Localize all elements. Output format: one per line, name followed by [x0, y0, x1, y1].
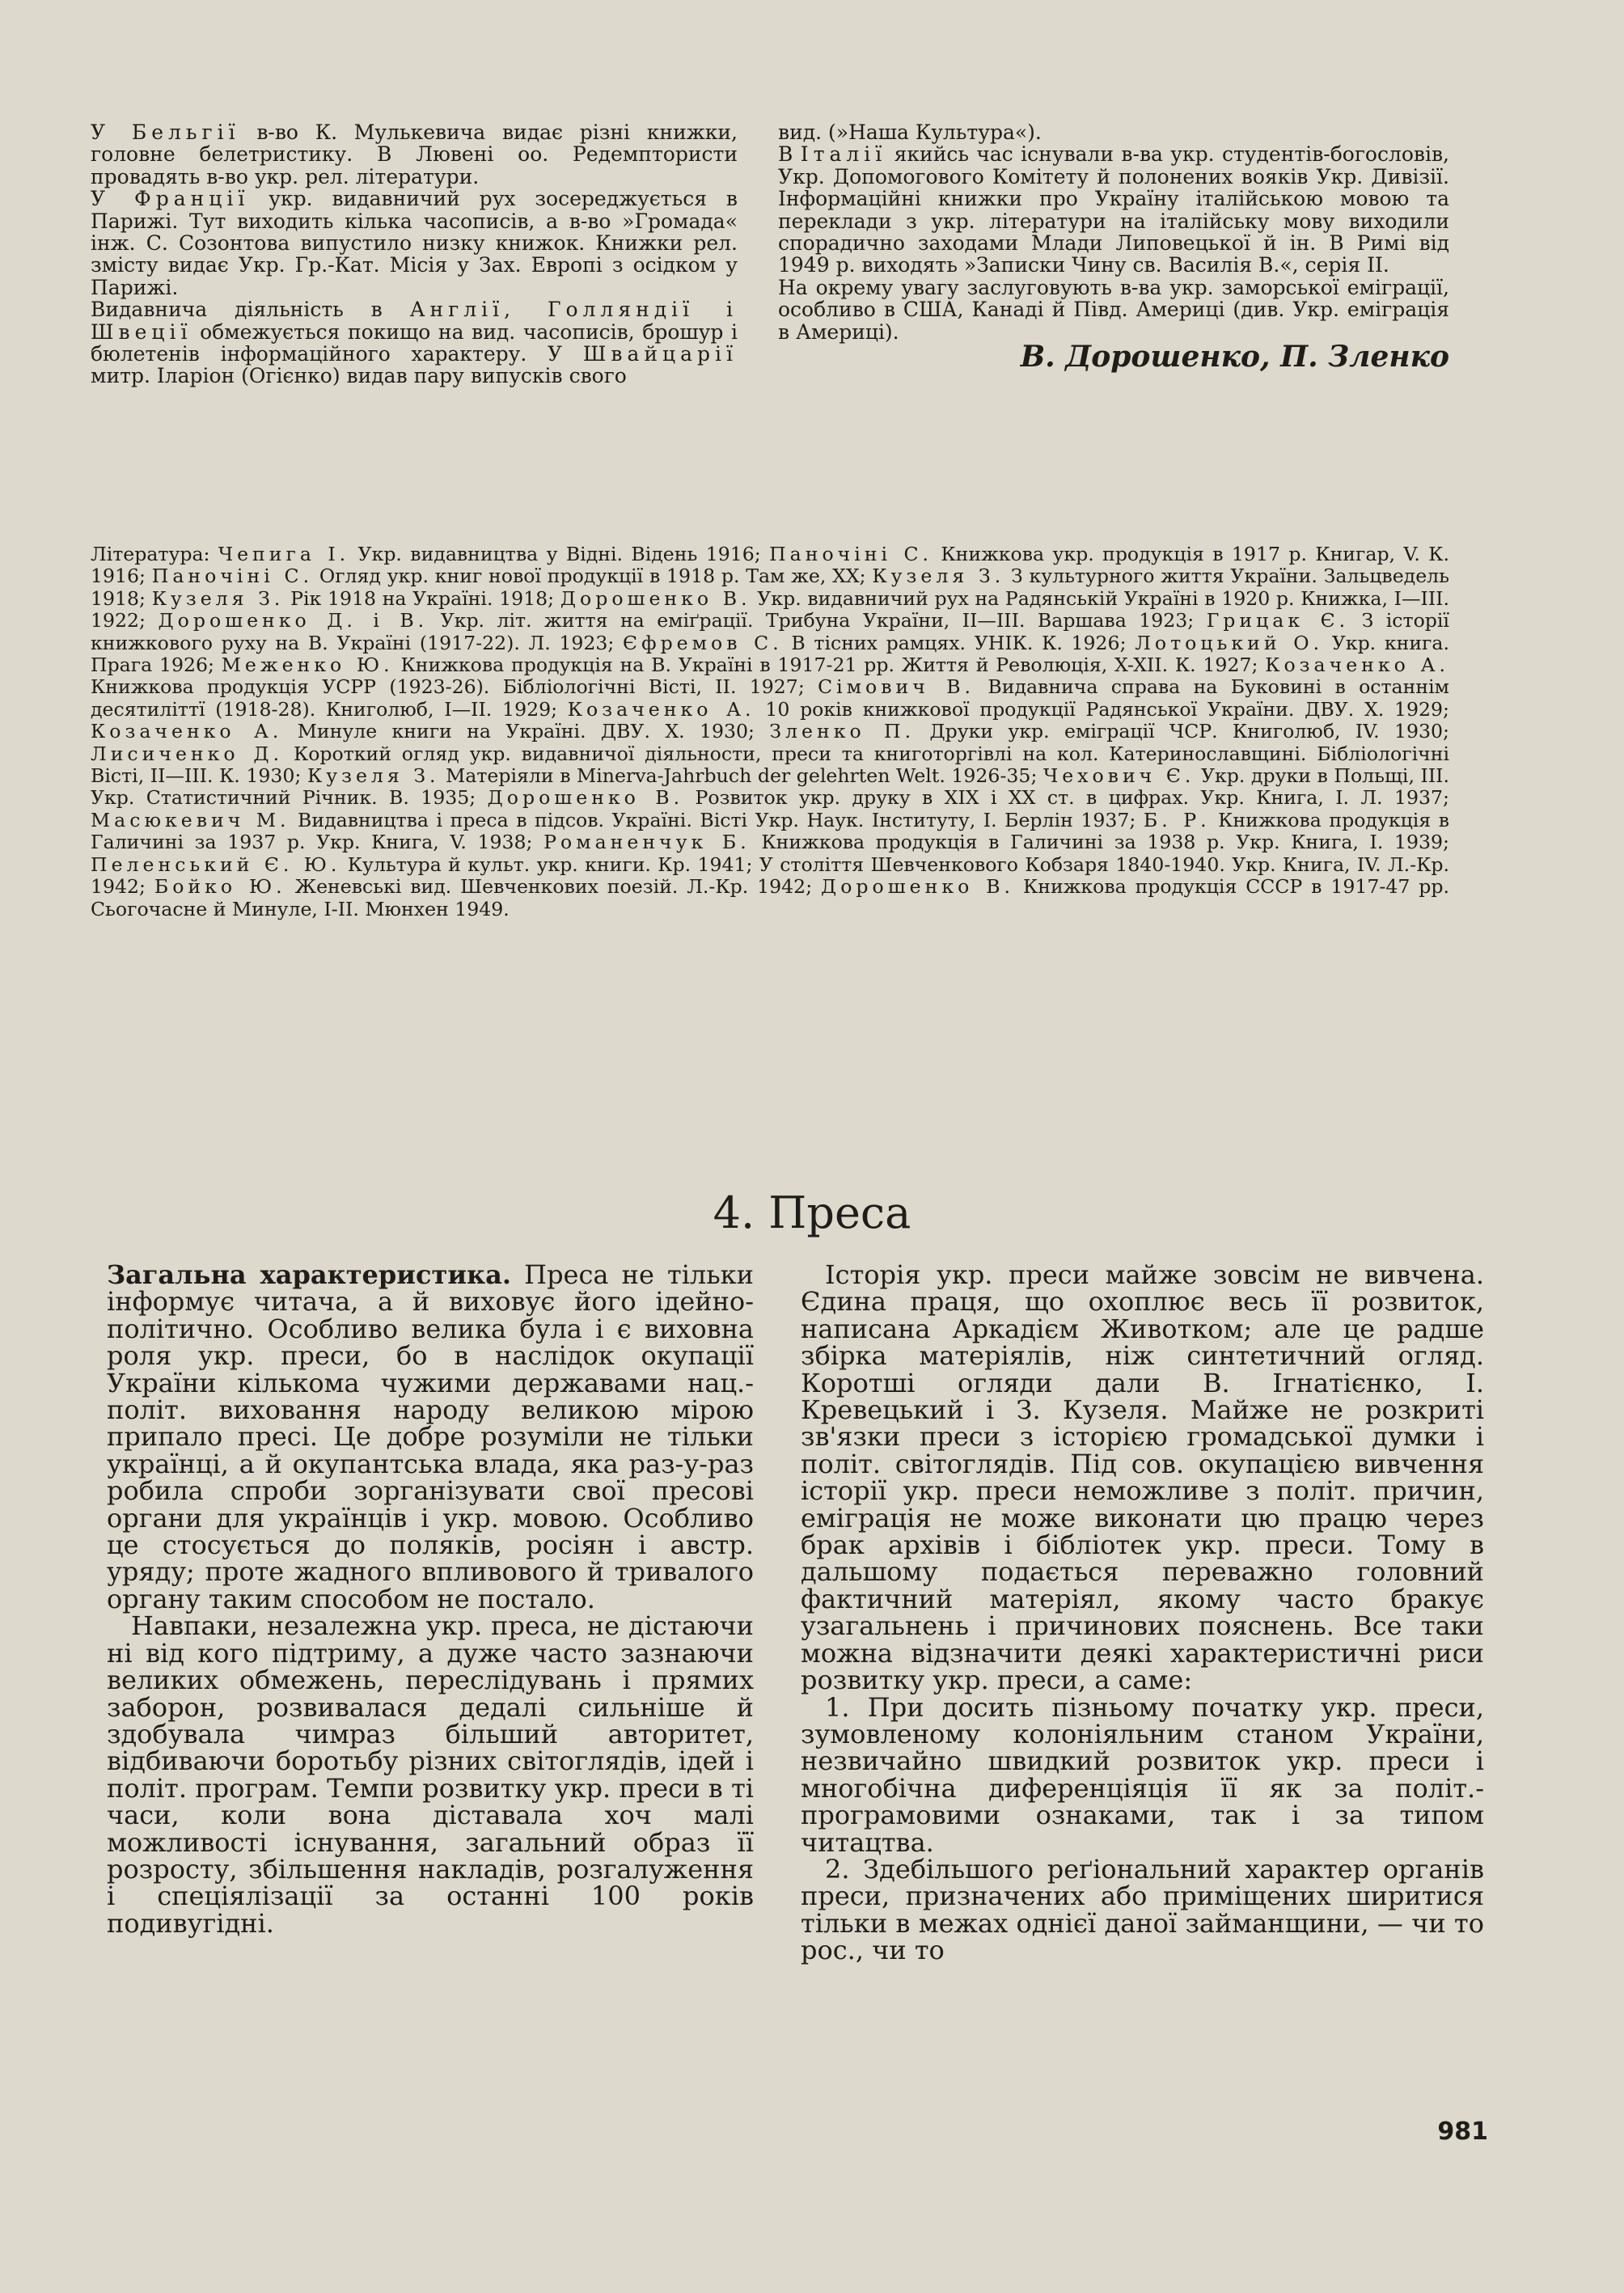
- literature-author: Паночіні С.: [769, 543, 933, 565]
- literature-author: Пеленський Є. Ю.: [91, 852, 341, 876]
- literature-text: Матеріяли в Minerva-Jahrbuch der gelehrten Welt. 1926-35;: [439, 764, 1043, 788]
- body-left-column: [107, 1259, 755, 1939]
- paragraph-text: В: [778, 142, 801, 167]
- literature-text: Укр. видавництва у Відні. Відень 1916;: [349, 543, 770, 565]
- literature-author: Лисиченко Д.: [91, 742, 284, 765]
- country-england: Англії, Голляндії і Швеції: [91, 298, 738, 344]
- literature-text: Книжкова продукція на В. Україні в 1917-21 рр. Життя й Революція, X-XII. К. 1927;: [393, 654, 1266, 677]
- literature-text: 10 років книжкової продукції Радянської України. ДВУ. X. 1929;: [755, 697, 1449, 721]
- literature-author: Зленко П.: [769, 720, 916, 743]
- paragraph-text: якийсь час існували в-ва укр. студентів-богословів, Укр. Допомогового Комітету й полонених вояків Укр. Дивізії. Інформаційні книжки про Україну італійською мовою та переклади з укр. літератури на італійську мову виходили спорадично заходами Млади Липовецької й ін. В Римі від 1949 р. виходять »Записки Чину св. Василія В.«, серія II.: [778, 142, 1449, 277]
- literature-text: Укр. видавничий рух на Радянській Україні в 1920 р. Книжка, І—III. 1922;: [91, 586, 1450, 632]
- literature-text: Укр. друки в Польщі, III. Укр. Статистичний Річник. В. 1935;: [91, 764, 1450, 810]
- literature-text: Друки укр. еміграції ЧСР. Книголюб, IV. 1930;: [915, 720, 1449, 743]
- literature-text: Укр. літ. життя на еміґрації. Трибуна України, II—III. Варшава 1923;: [428, 609, 1207, 632]
- literature-text: Рік 1918 на Україні. 1918;: [284, 586, 560, 610]
- country-switzerland: Швайцарії: [582, 342, 738, 366]
- literature-author: Козаченко А.: [1265, 654, 1450, 677]
- country-belgium: У Бельгії: [91, 121, 240, 144]
- lead-heading: Загальна характеристика.: [107, 1259, 512, 1290]
- literature-text: Література:: [91, 543, 218, 565]
- literature-author: Грицак Є.: [1206, 609, 1350, 632]
- literature-text: Видавництва і преса в підсов. Україні. Вісті Укр. Наук. Інституту, I. Берлін 1937;: [290, 808, 1144, 831]
- paragraph-general: [107, 1259, 755, 1614]
- paragraph-point-2: 2. Здебільшого реґіональний характер органів преси, призначених або приміщених ширитися тільки в межах однієї даної займанщини, — чи то рос., чи то: [801, 1853, 1484, 1966]
- literature-list: [91, 544, 1449, 920]
- literature-text: Огляд укр. книг нової продукції в 1918 р. Там же, XX;: [313, 565, 873, 588]
- literature-author: Кузеля З.: [151, 586, 285, 610]
- paragraph-text: обмежується покищо на вид. часописів, брошур і бюлетенів інформаційного характеру. У: [91, 319, 738, 366]
- paragraph-text: митр. Іларіон (Огієнко) видав пару випусків свого: [91, 364, 627, 388]
- body-right-column: [801, 1259, 1484, 1966]
- paragraph-england: [91, 298, 738, 387]
- country-italy: Італії: [800, 142, 887, 167]
- literature-author: Меженко Ю.: [221, 654, 394, 677]
- literature-text: З історії книжкового руху на В. Україні (1917-22). Л. 1923;: [91, 609, 1449, 654]
- literature-text: Короткий огляд укр. видавничої діяльности, преси та книготоргівлі на кол. Катеринославщині. Бібліологічні Вісті, II—III. К. 1930;: [91, 742, 1449, 788]
- literature-author: Паночіні С.: [151, 565, 314, 588]
- literature-author: Козаченко А.: [567, 697, 755, 721]
- literature-author: Дорошенко В.: [487, 786, 684, 810]
- author-signature: В. Дорошенко, П. Зленко: [1020, 340, 1449, 374]
- literature-text: Женевські вид. Шевченкових поезій. Л.-Кр. 1942;: [285, 875, 822, 899]
- top-right-column: [778, 121, 1449, 374]
- section-title: 4. Преса: [713, 1187, 911, 1238]
- literature-text: Книжкова продукція УСРР (1923-26). Бібліологічні Вісті, II. 1927;: [91, 675, 818, 699]
- paragraph-belgium: [91, 121, 738, 188]
- literature-author: Сімович В.: [818, 675, 975, 699]
- literature-author: Лотоцький О.: [1135, 631, 1324, 654]
- literature-text: Культура й культ. укр. книги. Кр. 1941; У століття Шевченкового Кобзаря 1840-1940. Укр. Книга, IV. Л.-Кр. 1942;: [91, 852, 1449, 899]
- paragraph-france: [91, 188, 738, 298]
- literature-text: Книжкова продукція СССР в 1917-47 рр. Сьогочасне й Минуле, I-II. Мюнхен 1949.: [91, 875, 1450, 920]
- paragraph-continued: вид. (»Наша Культура«).: [778, 121, 1042, 144]
- paragraph-text: укр. видавничий рух зосереджується в Парижі. Тут виходить кілька часописів, а в-во »Громада« інж. С. Созонтова випустило низку книжок. Книжки рел. змісту видає Укр. Гр.-Кат. Місія у Зах. Европі з осідком у Парижі.: [91, 187, 738, 299]
- paragraph-italy: [778, 143, 1449, 276]
- literature-author: Романенчук Б.: [543, 831, 751, 854]
- top-left-column: [91, 121, 738, 387]
- literature-author: Дорошенко В.: [821, 875, 1015, 899]
- literature-text: З культурного життя України. Зальцведель 1918;: [91, 565, 1449, 610]
- literature-author: Масюкевич М.: [91, 808, 290, 831]
- literature-text: Укр. книга. Прага 1926;: [91, 631, 1449, 677]
- literature-text: Минуле книги на Україні. ДВУ. X. 1930;: [282, 720, 770, 743]
- paragraph-point-1: 1. При досить пізньому початку укр. преси, зумовленому колоніяльним станом України, незвичайно швидкий розвиток укр. преси і многобічна диференціяція її як за політ.-програмовими ознаками, так і за типом читацтва.: [801, 1691, 1484, 1858]
- paragraph-text: Видавнича діяльність в: [91, 298, 410, 322]
- paragraph-overseas: На окрему увагу заслуговують в-ва укр. заморської еміграції, особливо в США, Канаді й Півд. Америці (див. Укр. еміграція в Америці).: [778, 275, 1449, 344]
- literature-author: Кузеля З.: [307, 764, 440, 788]
- literature-text: Розвиток укр. друку в XIX і XX ст. в цифрах. Укр. Книга, I. Л. 1937;: [683, 786, 1450, 810]
- literature-text: Книжкова продукція в Галичині за 1938 р. Укр. Книга, I. 1939;: [750, 831, 1450, 854]
- literature-text: Видавнича справа на Буковині в останнім десятиліттї (1918-28). Книголюб, I—II. 1929;: [91, 675, 1449, 721]
- page-number: 981: [1437, 2117, 1488, 2146]
- paragraph-text: Преса не тільки інформує читача, а й виховує його ідейно-політично. Особливо велика була і є виховна роля укр. преси, бо в наслідок окупації України кількома чужими державами нац.-політ. виховання народу великою мірою припало пресі. Це добре розуміли не тільки українці, а й окупантська влада, яка раз-у-раз робила спроби зорганізувати свої пресові органи для українців і укр. мовою. Особливо це стосується до поляків, росіян і австр. уряду; проте жадного впливового й тривалого органу таким способом не постало.: [107, 1259, 755, 1614]
- literature-text: Книжкова укр. продукція в 1917 р. Книгар, V. К. 1916;: [91, 543, 1449, 588]
- paragraph-independent: Навпаки, незалежна укр. преса, не дістаючи ні від кого підтриму, а дуже часто зазнаючи великих обмежень, переслідувань і прямих заборон, розвивалася дедалі сильніше й здобувала чимраз більший авторитет, відбиваючи боротьбу різних світоглядів, ідей і політ. програм. Темпи розвитку укр. преси в ті часи, коли вона діставала хоч малі можливості існування, загальний образ її розросту, збільшення накладів, розгалуження і спеціялізації за останні 100 років подивугідні.: [107, 1610, 754, 1939]
- literature-author: Дорошенко В.: [560, 586, 751, 610]
- paragraph-history: Історія укр. преси майже зовсім не вивчена. Єдина праця, що охоплює весь її розвиток, написана Аркадієм Животком; але це радше збірка матеріялів, ніж синтетичний огляд. Коротші огляди дали В. Ігнатієнко, І. Кревецький і З. Кузеля. Майже не розкриті зв'язки преси з історією громадської думки і політ. світоглядів. Під сов. окупацією вивчення історії укр. преси неможливе з політ. причин, еміграція не може виконати цю працю через брак архівів і бібліотек укр. преси. Тому в дальшому подається переважно головний фактичний матеріял, якому часто бракує узагальнень і причинових пояснень. Все таки можна відзначити деякі характеристичні риси розвитку укр. преси, а саме:: [801, 1259, 1484, 1696]
- literature-author: Кузеля З.: [872, 565, 1005, 588]
- literature-author: Козаченко А.: [91, 720, 283, 743]
- literature-author: Бойко Ю.: [154, 875, 286, 899]
- literature-author: Чехович Є.: [1042, 764, 1195, 788]
- country-france: У Франції: [91, 187, 250, 211]
- literature-author: Б. Р.: [1143, 808, 1211, 831]
- literature-text: Книжкова продукція в Галичині за 1937 р. Укр. Книга, V. 1938;: [91, 808, 1449, 854]
- paragraph-text: в-во К. Мулькевича видає різні книжки, головне белетристику. В Лювені оо. Редемптористи провадять в-во укр. рел. літератури.: [91, 121, 738, 188]
- literature-text: В тісних рамцях. УНІК. К. 1926;: [782, 631, 1136, 654]
- literature-author: Чепига І.: [218, 543, 350, 565]
- literature-author: Єфремов С.: [623, 631, 783, 654]
- literature-author: Дорошенко Д. і В.: [158, 609, 429, 632]
